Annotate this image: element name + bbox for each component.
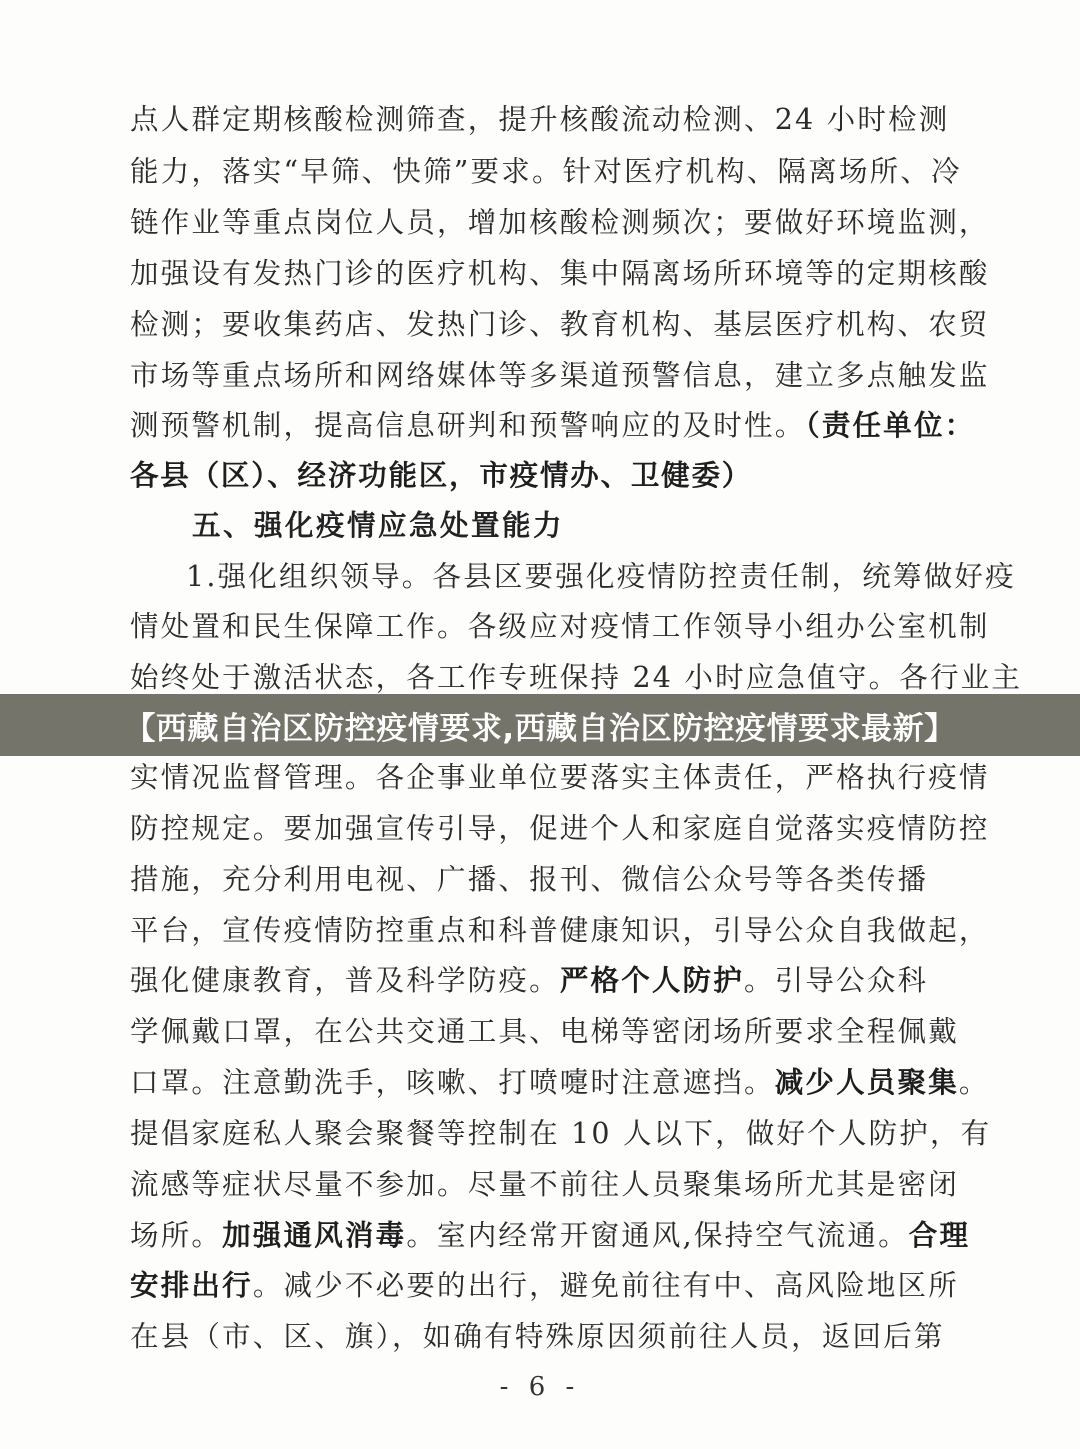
text-line: [130, 1260, 960, 1312]
text-line: 流感等症状尽量不参加。尽量不前往人员聚集场所尤其是密闭: [130, 1168, 959, 1201]
text-line: 学佩戴口罩，在公共交通工具、电梯等密闭场所要求全程佩戴: [130, 1015, 959, 1048]
emphasis-text: 安排出行: [130, 1269, 253, 1302]
text-line: 情处置和民生保障工作。各级应对疫情工作领导小组办公室机制: [130, 610, 990, 643]
text-line: 提倡家庭私人聚会聚餐等控制在 10 人以下，做好个人防护，有: [130, 1117, 992, 1150]
banner-title: 【西藏自治区防控疫情要求,西藏自治区防控疫情要求最新】: [124, 710, 956, 747]
text-line: 市场等重点场所和网络媒体等多渠道预警信息，建立多点触发监: [130, 359, 990, 392]
text-span: 。室内经常开窗通风,保持空气流通。: [406, 1219, 909, 1252]
text-line: 措施，充分利用电视、广播、报刊、微信公众号等各类传播: [130, 863, 929, 896]
responsibility-units: 各县（区）、经济功能区，市疫情办、卫健委）: [130, 459, 753, 492]
text-span: 强化健康教育，普及科学防疫。: [130, 964, 560, 997]
emphasis-text: 合理: [908, 1219, 971, 1252]
text-line: 链作业等重点岗位人员，增加核酸检测频次；要做好环境监测，: [130, 206, 990, 239]
responsibility-label: （责任单位：: [805, 409, 976, 442]
text-span: 。减少不必要的出行，避免前往有中、高风险地区所: [252, 1269, 959, 1302]
text-span: 场所。: [130, 1219, 223, 1252]
text-line: [130, 955, 960, 1007]
text-span: 测预警机制，提高信息研判和预警响应的及时性。: [130, 409, 806, 442]
emphasis-text: 严格个人防护: [559, 964, 745, 997]
text-line: [130, 400, 976, 452]
text-line: [130, 1210, 971, 1262]
section-heading: 五、强化疫情应急处置能力: [192, 509, 565, 542]
text-line: 点人群定期核酸检测筛查，提升核酸流动检测、24 小时检测: [130, 103, 950, 136]
text-line: 检测；要收集药店、发热门诊、教育机构、基层医疗机构、农贸: [130, 308, 990, 341]
text-span: 口罩。注意勤洗手，咳嗽、打喷嚏时注意遮挡。: [130, 1066, 775, 1099]
page-number: - 6 -: [499, 1372, 581, 1402]
text-line: [130, 1057, 990, 1109]
text-line: 在县（市、区、旗），如确有特殊原因须前往人员，返回后第: [130, 1320, 945, 1353]
emphasis-text: 减少人员聚集: [774, 1066, 959, 1099]
text-span: 。引导公众科: [744, 964, 929, 997]
emphasis-text: 加强通风消毒: [222, 1219, 407, 1252]
text-span: 。: [958, 1066, 990, 1099]
text-line: 1.强化组织领导。各县区要强化疫情防控责任制，统筹做好疫: [186, 560, 1016, 593]
text-line: 加强设有发热门诊的医疗机构、集中隔离场所环境等的定期核酸: [130, 257, 990, 290]
text-line: 始终处于激活状态，各工作专班保持 24 小时应急值守。各行业主: [130, 661, 1023, 694]
text-line: 平台，宣传疫情防控重点和科普健康知识，引导公众自我做起，: [130, 914, 990, 947]
title-banner: [0, 694, 1080, 756]
text-line: 防控规定。要加强宣传引导，促进个人和家庭自觉落实疫情防控: [130, 812, 990, 845]
text-line: 实情况监督管理。各企事业单位要落实主体责任，严格执行疫情: [130, 761, 990, 794]
text-line: 能力，落实“早筛、快筛”要求。针对医疗机构、隔离场所、冷: [130, 155, 962, 188]
